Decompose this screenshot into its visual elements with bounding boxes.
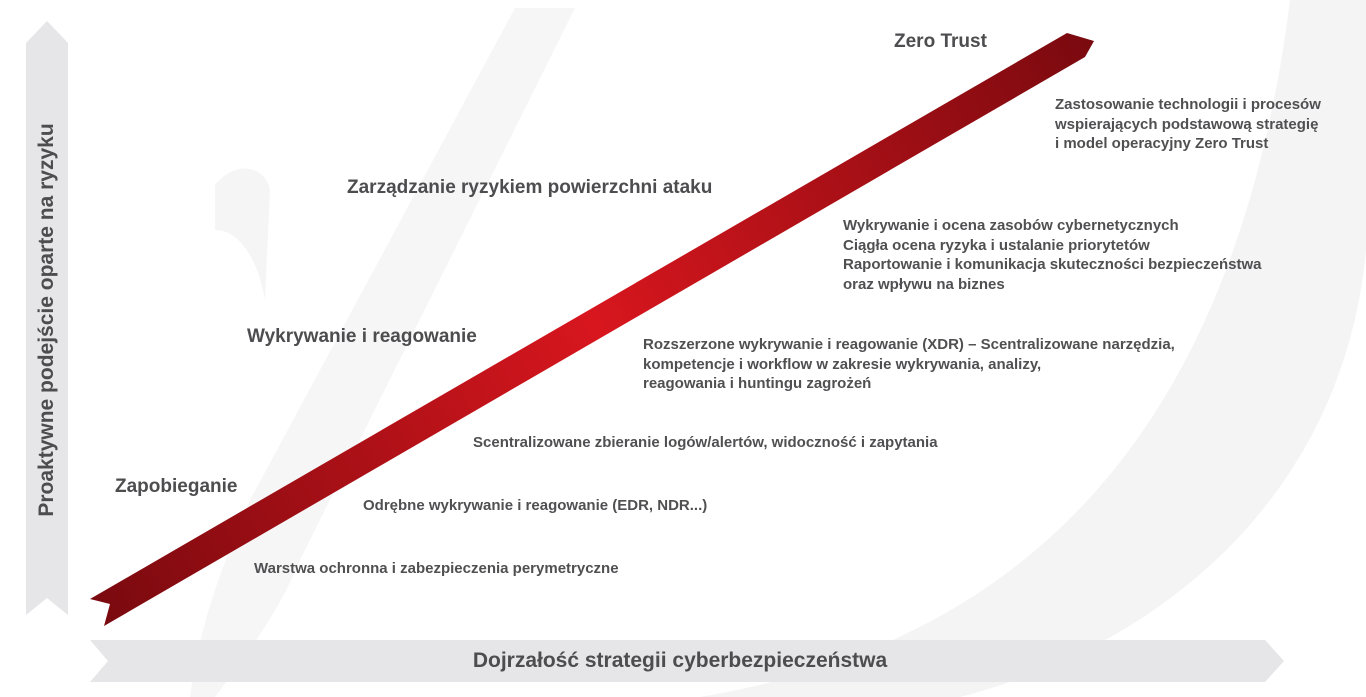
description-line: Wykrywanie i ocena zasobów cybernetycznych [843,217,1179,234]
maturity-ribbon [90,33,1094,626]
description-perimeter [254,559,619,579]
description-line: kompetencje i workflow w zakresie wykrywania, analizy, [643,355,1042,373]
description-edr-ndr [363,496,707,516]
stage-title-zero-trust: Zero Trust [894,31,987,52]
stage-title-prevention: Zapobieganie [115,476,238,497]
description-line: wspierających podstawową strategię [1055,115,1319,133]
x-axis-label: Dojrzałość strategii cyberbezpieczeństwa [472,649,888,672]
description-line: oraz wpływu na biznes [843,275,1005,293]
description-line: Warstwa ochronna i zabezpieczenia perymetryczne [254,560,619,577]
stage-title-detection-response: Wykrywanie i reagowanie [247,326,477,347]
description-zero-trust [1055,95,1321,154]
stage-title-attack-surface-risk: Zarządzanie ryzykiem powierzchni ataku [347,177,713,198]
description-xdr [643,335,1175,394]
y-axis-label: Proaktywne podejście oparte na ryzyku [35,123,58,517]
description-line: Zastosowanie technologii i procesów [1055,96,1321,113]
description-line: reagowania i huntingu zagrożeń [643,375,872,392]
description-line: Scentralizowane zbieranie logów/alertów, widoczność i zapytania [473,434,938,451]
description-line: Odrębne wykrywanie i reagowanie (EDR, NDR...) [363,497,708,514]
watermark-hook [215,169,270,300]
description-line: i model operacyjny Zero Trust [1055,135,1269,152]
description-line: Rozszerzone wykrywanie i reagowanie (XDR) – Scentralizowane narzędzia, [643,336,1175,353]
description-attack-surface [843,216,1261,294]
description-line: Ciągła ocena ryzyka i ustalanie priorytetów [843,236,1150,254]
description-line: Raportowanie i komunikacja skuteczności bezpieczeństwa [843,256,1262,273]
description-centralized-logs [473,433,938,453]
